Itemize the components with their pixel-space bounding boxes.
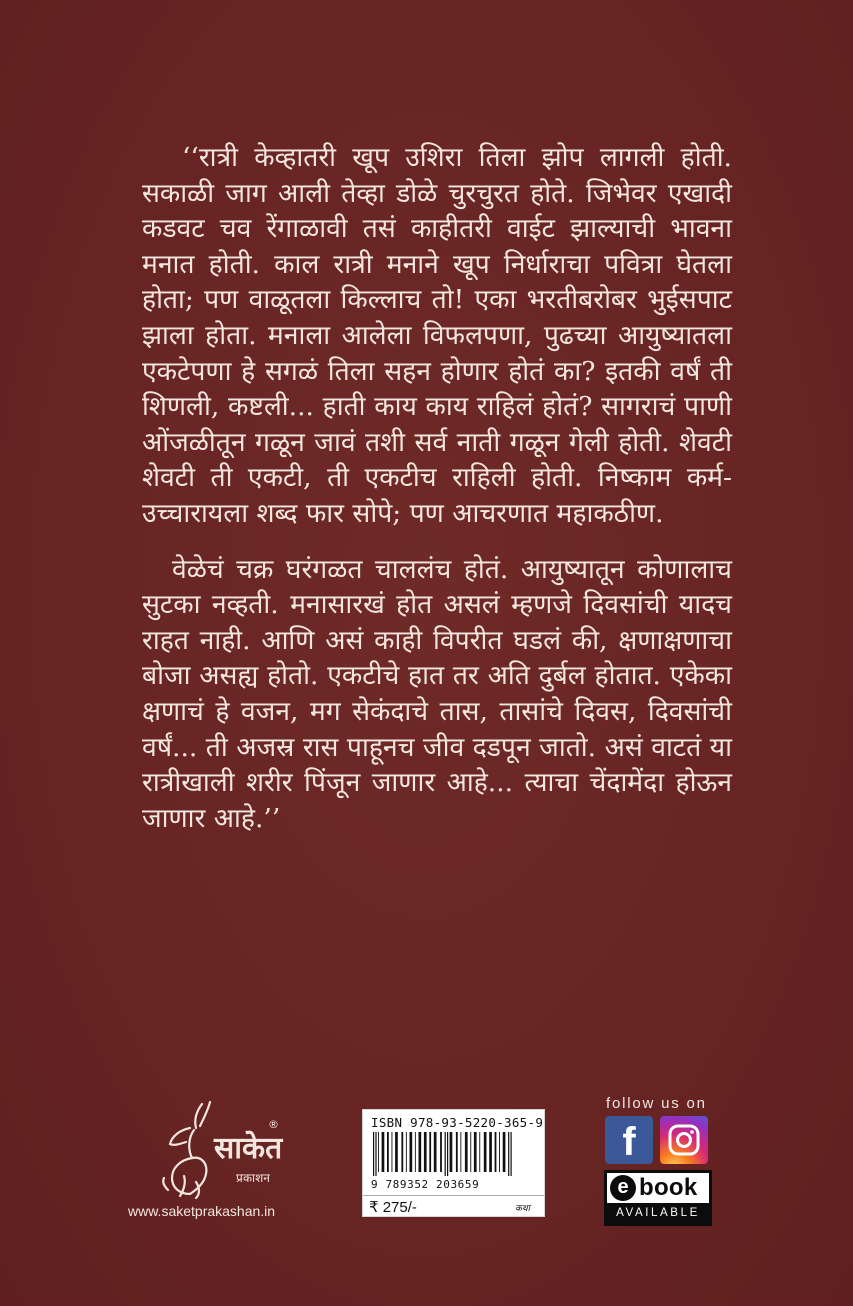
barcode-bar [479,1132,480,1172]
barcode-bar [373,1132,374,1176]
barcode-bar [429,1132,431,1172]
barcode-bar [406,1132,407,1172]
barcode-bar [382,1132,385,1172]
follow-us-label: follow us on [606,1095,707,1112]
logo-subtitle: प्रकाशन [236,1171,270,1185]
barcode-bar [484,1132,487,1172]
barcode-bar [456,1132,458,1172]
rabbit-icon [163,1102,210,1198]
barcode-bar [375,1132,376,1176]
genre-label: कथा [515,1204,530,1214]
publisher-logo [150,1098,300,1206]
instagram-glyph [660,1116,708,1164]
barcode-bar [511,1132,512,1176]
barcode-bar [495,1132,497,1172]
blurb-text [142,140,732,856]
barcode-bar [465,1132,468,1172]
barcode-bar [387,1132,389,1172]
barcode-bar [474,1132,477,1172]
barcode-bar [508,1132,509,1176]
barcode-bar [470,1132,471,1172]
barcode-bar [415,1132,416,1172]
barcode-bar [460,1132,461,1172]
barcode-bar [395,1132,398,1172]
available-label: AVAILABLE [616,1207,700,1219]
ebook-e-icon: e [610,1175,636,1201]
blurb-paragraph-1: ‘‘रात्री केव्हातरी खूप उशिरा तिला झोप लागली होती. सकाळी जाग आली तेव्हा डोळे चुरचुरत होते. जिभेवर एखादी कडवट चव रेंगाळावी तसं काहीतरी वाईट झाल्याची भावना मनात होती. काल रात्री मनाने खूप निर्धाराचा पवित्रा घेतला होता; पण वाळूतला किल्लाच तो! एका भरतीबरोबर भुईसपाट झाला होता. मनाला आलेला विफलपणा, पुढच्या आयुष्यातला एकटेपणा हे सगळं तिला सहन होणार होतं का? इतकी वर्षं ती शिणली, कष्टली... हाती काय काय राहिलं होतं? सागराचं पाणी ओंजळीतून गळून जावं तशी सर्व नाती गळून गेली होती. शेवटी शेवटी ती एकटी, ती एकटीच राहिली होती. निष्काम कर्म- उच्चारायला शब्द फार सोपे; पण आचरणात महाकठीण. [142,142,732,529]
barcode-bar [378,1132,379,1172]
barcode-bar [499,1132,500,1172]
barcode-bar [392,1132,393,1172]
price-label: ₹ 275/- [369,1199,417,1216]
price-row [363,1195,544,1218]
barcode-bar [440,1132,442,1172]
barcode-panel [362,1109,545,1217]
publisher-website[interactable]: www.saketprakashan.in [128,1203,276,1219]
registered-mark: ® [268,1118,279,1131]
barcode-bar [434,1132,437,1172]
barcode-bar [503,1132,506,1172]
barcode-bar [489,1132,492,1172]
barcode-bar [450,1132,453,1172]
instagram-icon[interactable] [660,1116,708,1164]
isbn-text: ISBN 978-93-5220-365-9 [371,1115,544,1130]
barcode-bar [447,1132,448,1176]
barcode-bar [445,1132,446,1176]
barcode-bars [371,1132,537,1176]
facebook-icon[interactable]: f [605,1116,653,1164]
barcode-bar [410,1132,413,1172]
barcode-bar [419,1132,422,1172]
barcode-bar [424,1132,427,1172]
ebook-label [607,1173,709,1203]
logo-wordmark: साकेत [214,1131,283,1166]
blurb-paragraph-2: वेळेचं चक्र घरंगळत चाललंच होतं. आयुष्यातून कोणालाच सुटका नव्हती. मनासारखं होत असलं म्हणजे दिवसांची यादच राहत नाही. आणि असं काही विपरीत घडलं की, क्षणाक्षणाचा बोजा असह्य होतो. एकटीचे हात तर अति दुर्बल होतात. एकेका क्षणाचं हे वजन, मग सेकंदाचे तास, तासांचे दिवस, दिवसांची वर्षं... ती अजस्र रास पाहूनच जीव दडपून जातो. असं वाटतं या रात्रीखाली शरीर पिंजून जाणार आहे... त्याचा चेंदामेंदा होऊन जाणार आहे.’’ [142,553,732,834]
ebook-badge[interactable] [604,1170,712,1226]
barcode-bar [401,1132,403,1172]
barcode-number: 9 789352 203659 [371,1178,480,1191]
ebook-word: book [639,1174,698,1201]
